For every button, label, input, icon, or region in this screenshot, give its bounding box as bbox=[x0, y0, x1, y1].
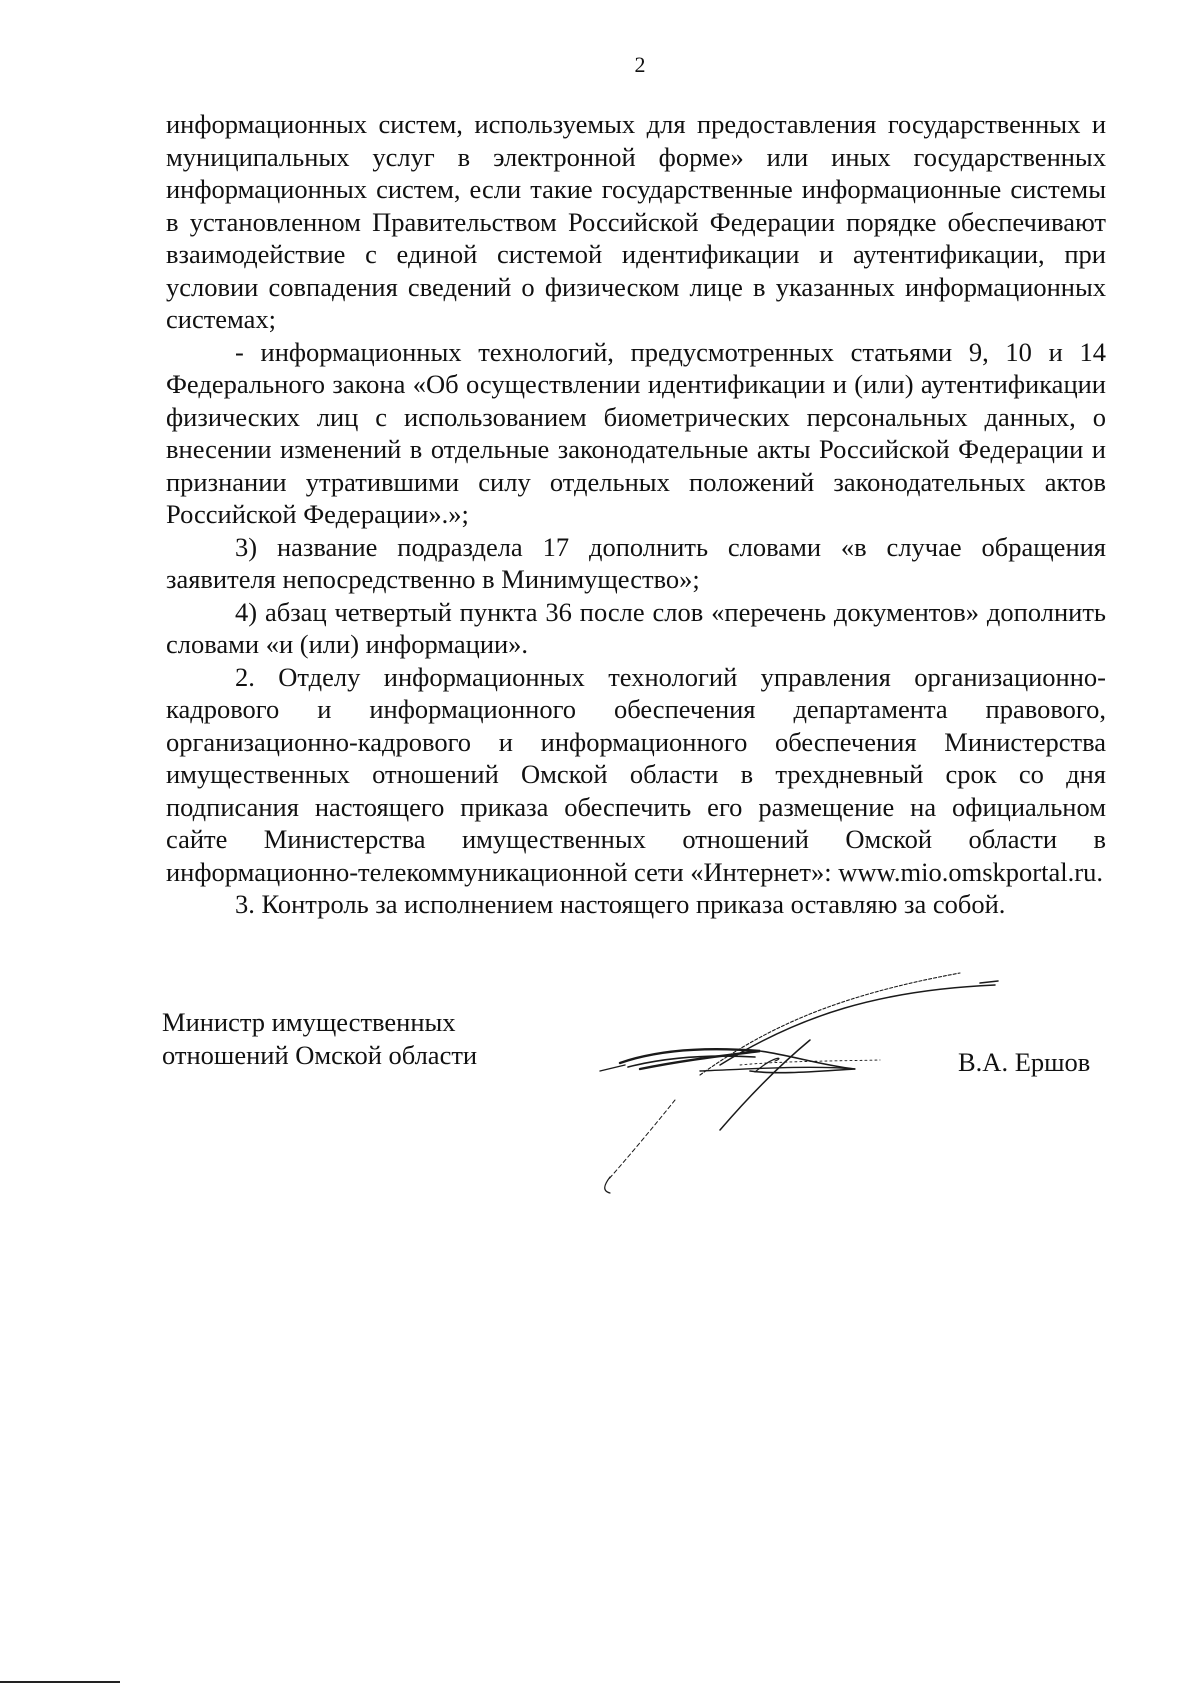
paragraph-point-3: 3. Контроль за исполнением настоящего приказа оставляю за собой. bbox=[235, 889, 1006, 919]
signatory-position-line1: Министр имущественных bbox=[162, 1007, 456, 1037]
paragraph-item-4: 4) абзац четвертый пункта 36 после слов «перечень документов» дополнить словами «и (или) информации». bbox=[166, 596, 1106, 659]
paragraph-continuation: информационных систем, используемых для предоставления государственных и муниципальных услуг в электронной форме» или иных государственных информационных систем, если такие государственные информационные системы в установленном Правительством Российской Федерации порядке обеспечивают взаимодействие с единой системой идентификации и аутентификации, при условии совпадения сведений о физическом лице в указанных информационных системах; bbox=[166, 109, 1106, 334]
page-number: 2 bbox=[634, 52, 646, 77]
handwritten-signature bbox=[580, 965, 1020, 1195]
document-body bbox=[166, 108, 1106, 921]
paragraph-item-3: 3) название подраздела 17 дополнить словами «в случае обращения заявителя непосредственно в Минимущество»; bbox=[166, 531, 1106, 594]
paragraph-point-2: 2. Отделу информационных технологий управления организационно-кадрового и информационного обеспечения департамента правового, организационно-кадрового и информационного обеспечения Министерства имущественных отношений Омской области в трехдневный срок со дня подписания настоящего приказа обеспечить его размещение на официальном сайте Министерства имущественных отношений Омской области в информационно-телекоммуникационной сети «Интернет»: www.mio.omskportal.ru. bbox=[166, 661, 1106, 887]
paragraph-it-technologies: - информационных технологий, предусмотренных статьями 9, 10 и 14 Федерального закона «Об осуществлении идентификации и (или) аутентификации физических лиц с использованием биометрических персональных данных, о внесении изменений в отдельные законодательные акты Российской Федерации и признании утратившими силу отдельных положений законодательных актов Российской Федерации».»; bbox=[166, 336, 1106, 529]
bottom-edge-mark bbox=[0, 1681, 120, 1683]
signatory-position-line2: отношений Омской области bbox=[162, 1039, 478, 1070]
signatory-position bbox=[162, 1006, 477, 1071]
signatory-name: В.А. Ершов bbox=[958, 1047, 1091, 1077]
